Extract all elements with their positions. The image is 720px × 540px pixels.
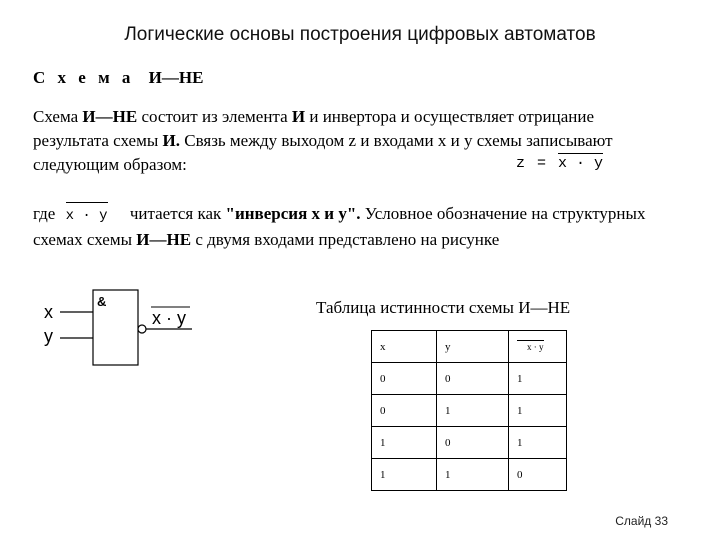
paragraph-bold: И — [291, 107, 306, 126]
paragraph-bold: И—НЕ — [82, 107, 138, 126]
table-row — [372, 427, 567, 459]
nand-gate-diagram — [40, 285, 240, 375]
paragraph-text: где — [33, 204, 60, 223]
slide-number: Слайд 33 — [615, 514, 668, 528]
paragraph-bold: И. — [162, 131, 180, 150]
table-cell: 1 — [509, 427, 567, 459]
truth-table — [371, 330, 567, 491]
header-output-formula: x · y — [517, 340, 544, 352]
table-cell: 0 — [372, 395, 437, 427]
formula-left: z — [516, 155, 526, 172]
heading-word: С х е м а — [33, 68, 135, 87]
table-cell: 1 — [509, 363, 567, 395]
table-row — [372, 363, 567, 395]
table-cell: 0 — [509, 459, 567, 491]
paragraph-text: и инвертора и осуществляет отрицание результата схемы — [33, 107, 595, 150]
main-formula — [516, 153, 603, 172]
gate-and-symbol: & — [97, 294, 107, 309]
truth-table-caption: Таблица истинности схемы И—НЕ — [316, 298, 571, 317]
gate-input-y: y — [44, 326, 53, 346]
table-cell: 1 — [437, 459, 509, 491]
paragraph-text: состоит из элемента — [137, 107, 292, 126]
table-cell: 0 — [437, 363, 509, 395]
paragraph-text: Схема — [33, 107, 83, 126]
paragraph-text: с двумя входами представлено на рисунке — [195, 230, 500, 249]
table-cell: 0 — [372, 363, 437, 395]
gate-input-x: x — [44, 302, 53, 322]
gate-output-label: x · y — [152, 308, 186, 328]
header-output — [509, 331, 567, 363]
section-heading — [33, 68, 203, 88]
paragraph-bold: "инверсия x и y". — [225, 204, 361, 223]
table-header-row — [372, 331, 567, 363]
inverter-bubble — [138, 325, 146, 333]
header-x: x — [372, 331, 437, 363]
heading-scheme-name: И—НЕ — [148, 68, 204, 87]
formula-rhs: x · y — [558, 155, 604, 172]
formula-equals: = — [537, 155, 547, 172]
explanation-paragraph — [33, 202, 693, 252]
paragraph-bold: И—НЕ — [136, 230, 192, 249]
table-cell: 1 — [372, 459, 437, 491]
paragraph-text: читается как — [129, 204, 226, 223]
table-cell: 0 — [437, 427, 509, 459]
header-y: y — [437, 331, 509, 363]
table-cell: 1 — [509, 395, 567, 427]
table-cell: 1 — [372, 427, 437, 459]
table-cell: 1 — [437, 395, 509, 427]
table-row — [372, 459, 567, 491]
table-row — [372, 395, 567, 427]
paragraph-text: Условное обозначение на структурных схемах схемы — [33, 204, 646, 249]
slide-title: Логические основы построения цифровых автоматов — [124, 24, 596, 45]
paragraph-text: Связь между выходом z и входами x и y схемы записывают следующим образом: — [33, 131, 613, 174]
inline-formula: x · y — [66, 202, 108, 228]
